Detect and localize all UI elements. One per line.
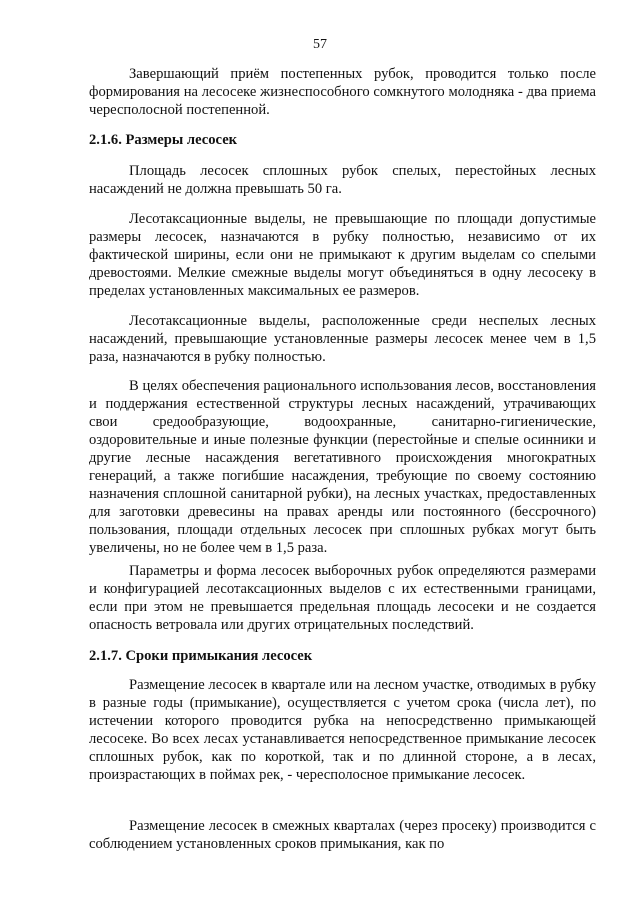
paragraph-block (89, 377, 596, 557)
paragraph: Параметры и форма лесосек выборочных рубок определяются размерами и конфигурацией лесотаксационных выделов с их естественными границами, если при этом не превышается предельная площадь лесосеки и не создается опасность ветровала или других отрицательных последствий. (89, 563, 596, 633)
paragraph: Размещение лесосек в смежных кварталах (через просеку) производится с соблюдением установленных сроков примыкания, как по (89, 818, 596, 852)
paragraph-block (89, 210, 596, 300)
paragraph-block (89, 817, 596, 853)
paragraph: Лесотаксационные выделы, расположенные среди неспелых лесных насаждений, превышающие установленные размеры лесосек менее чем в 1,5 раза, назначаются в рубку полностью. (89, 313, 596, 365)
section-heading-216: 2.1.6. Размеры лесосек (89, 132, 238, 148)
paragraph-block (89, 562, 596, 634)
section-heading (89, 131, 596, 149)
paragraph: Размещение лесосек в квартале или на лесном участке, отводимых в рубку в разные годы (примыкание), осуществляется с учетом срока (числа лет), по истечении которого проводится рубка на непосредственно примыкающей лесосеке. Во всех лесах устанавливается непосредственное примыкание лесосек сплошных рубок, как по короткой, так и по длинной стороне, а в лесах, произрастающих в поймах рек, - чересполосное примыкание лесосек. (89, 677, 596, 783)
paragraph: Площадь лесосек сплошных рубок спелых, перестойных лесных насаждений не должна превышать 50 га. (89, 163, 596, 197)
page-number: 57 (313, 37, 327, 52)
paragraph-block (89, 312, 596, 366)
paragraph: В целях обеспечения рационального использования лесов, восстановления и поддержания естественной структуры лесных насаждений, утрачивающих свои средообразующие, водоохранные, санитарно-гигиенические, оздоровительные и иные полезные функции (перестойные и спелые осинники и другие лесные насаждения вегетативного происхождения многократных генераций, а также погибшие насаждения, требующие по своему состоянию назначения сплошной санитарной рубки), на лесных участках, предоставленных для заготовки древесины на правах аренды или постоянного (бессрочного) пользования, площади отдельных лесосек при сплошных рубках могут быть увеличены, но не более чем в 1,5 раза. (89, 378, 596, 556)
paragraph: Завершающий приём постепенных рубок, проводится только после формирования на лесосеке жизнеспособного сомкнутого молодняка - два приема чересполосной постепенной. (89, 66, 596, 118)
paragraph: Лесотаксационные выделы, не превышающие по площади допустимые размеры лесосек, назначаются в рубку полностью, независимо от их фактической ширины, если они не примыкают к другим выделам со спелыми древостоями. Мелкие смежные выделы могут объединяться в одну лесосеку в пределах установленных максимальных ее размеров. (89, 211, 596, 299)
intro-paragraph-block (89, 65, 596, 119)
section-heading-217: 2.1.7. Сроки примыкания лесосек (89, 648, 313, 664)
paragraph-block (89, 162, 596, 198)
section-heading (89, 647, 596, 665)
paragraph-block (89, 676, 596, 784)
